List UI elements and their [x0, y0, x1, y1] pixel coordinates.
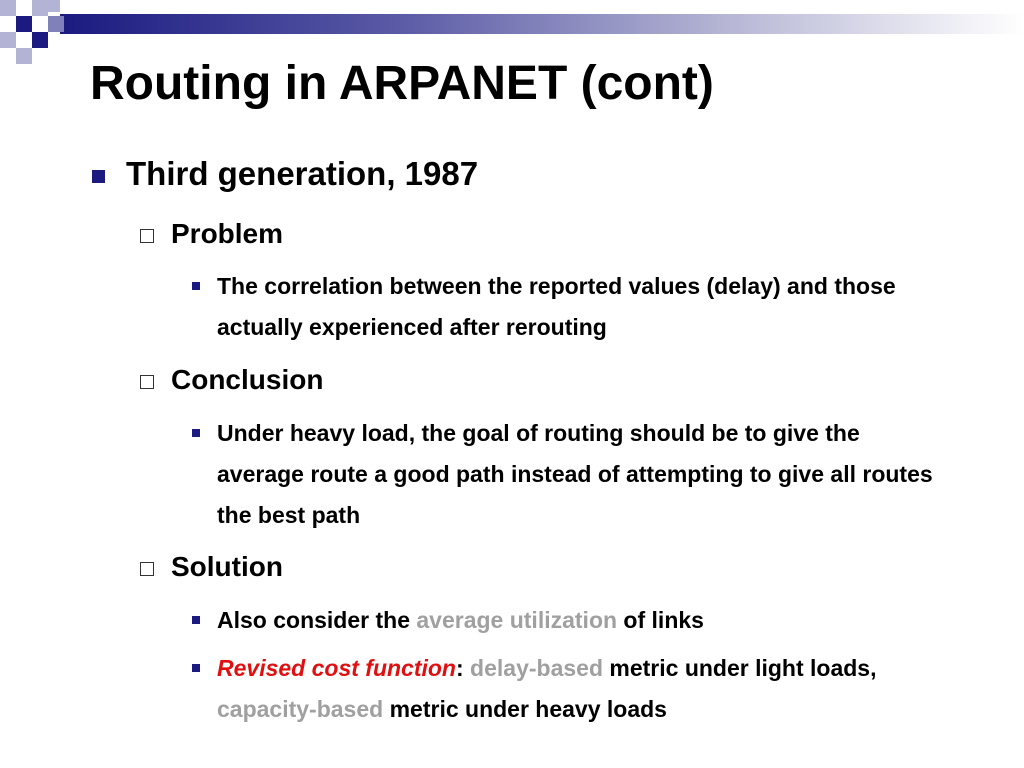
hollow-square-bullet-icon: [140, 375, 154, 389]
detail-text: [217, 648, 952, 730]
detail-text: [217, 600, 952, 641]
solution-detail-utilization: [192, 600, 952, 641]
bullet-text: Third generation, 1987: [126, 155, 479, 192]
highlight-text: capacity-based: [217, 696, 384, 722]
slide-title: Routing in ARPANET (cont): [90, 57, 714, 110]
detail-text: Under heavy load, the goal of routing should be to give the average route a good path instead of attempting to give all routes the best path: [217, 420, 933, 528]
conclusion-detail: [192, 413, 952, 536]
text-segment: of links: [617, 607, 704, 633]
hollow-square-bullet-icon: [140, 562, 154, 576]
problem-detail: [192, 266, 952, 348]
small-square-bullet-icon: [192, 664, 200, 672]
text-segment: Also consider the: [217, 607, 417, 633]
detail-text: The correlation between the reported values (delay) and those actually experienced after rerouting: [217, 273, 896, 340]
emphasis-text: Revised cost function: [217, 655, 456, 681]
text-segment: :: [455, 655, 471, 681]
small-square-bullet-icon: [192, 282, 200, 290]
text-segment: metric under heavy loads: [383, 696, 667, 722]
subbullet-heading: Solution: [171, 551, 283, 582]
hollow-square-bullet-icon: [140, 229, 154, 243]
subbullet-heading: Conclusion: [171, 364, 324, 395]
small-square-bullet-icon: [192, 616, 200, 624]
solution-detail-cost-function: [192, 648, 952, 730]
small-square-bullet-icon: [192, 429, 200, 437]
highlight-text: delay-based: [470, 655, 603, 681]
square-bullet-icon: [92, 170, 105, 183]
text-segment: metric under light loads,: [603, 655, 877, 681]
subbullet-heading: Problem: [171, 218, 284, 249]
highlight-text: average utilization: [416, 607, 618, 633]
